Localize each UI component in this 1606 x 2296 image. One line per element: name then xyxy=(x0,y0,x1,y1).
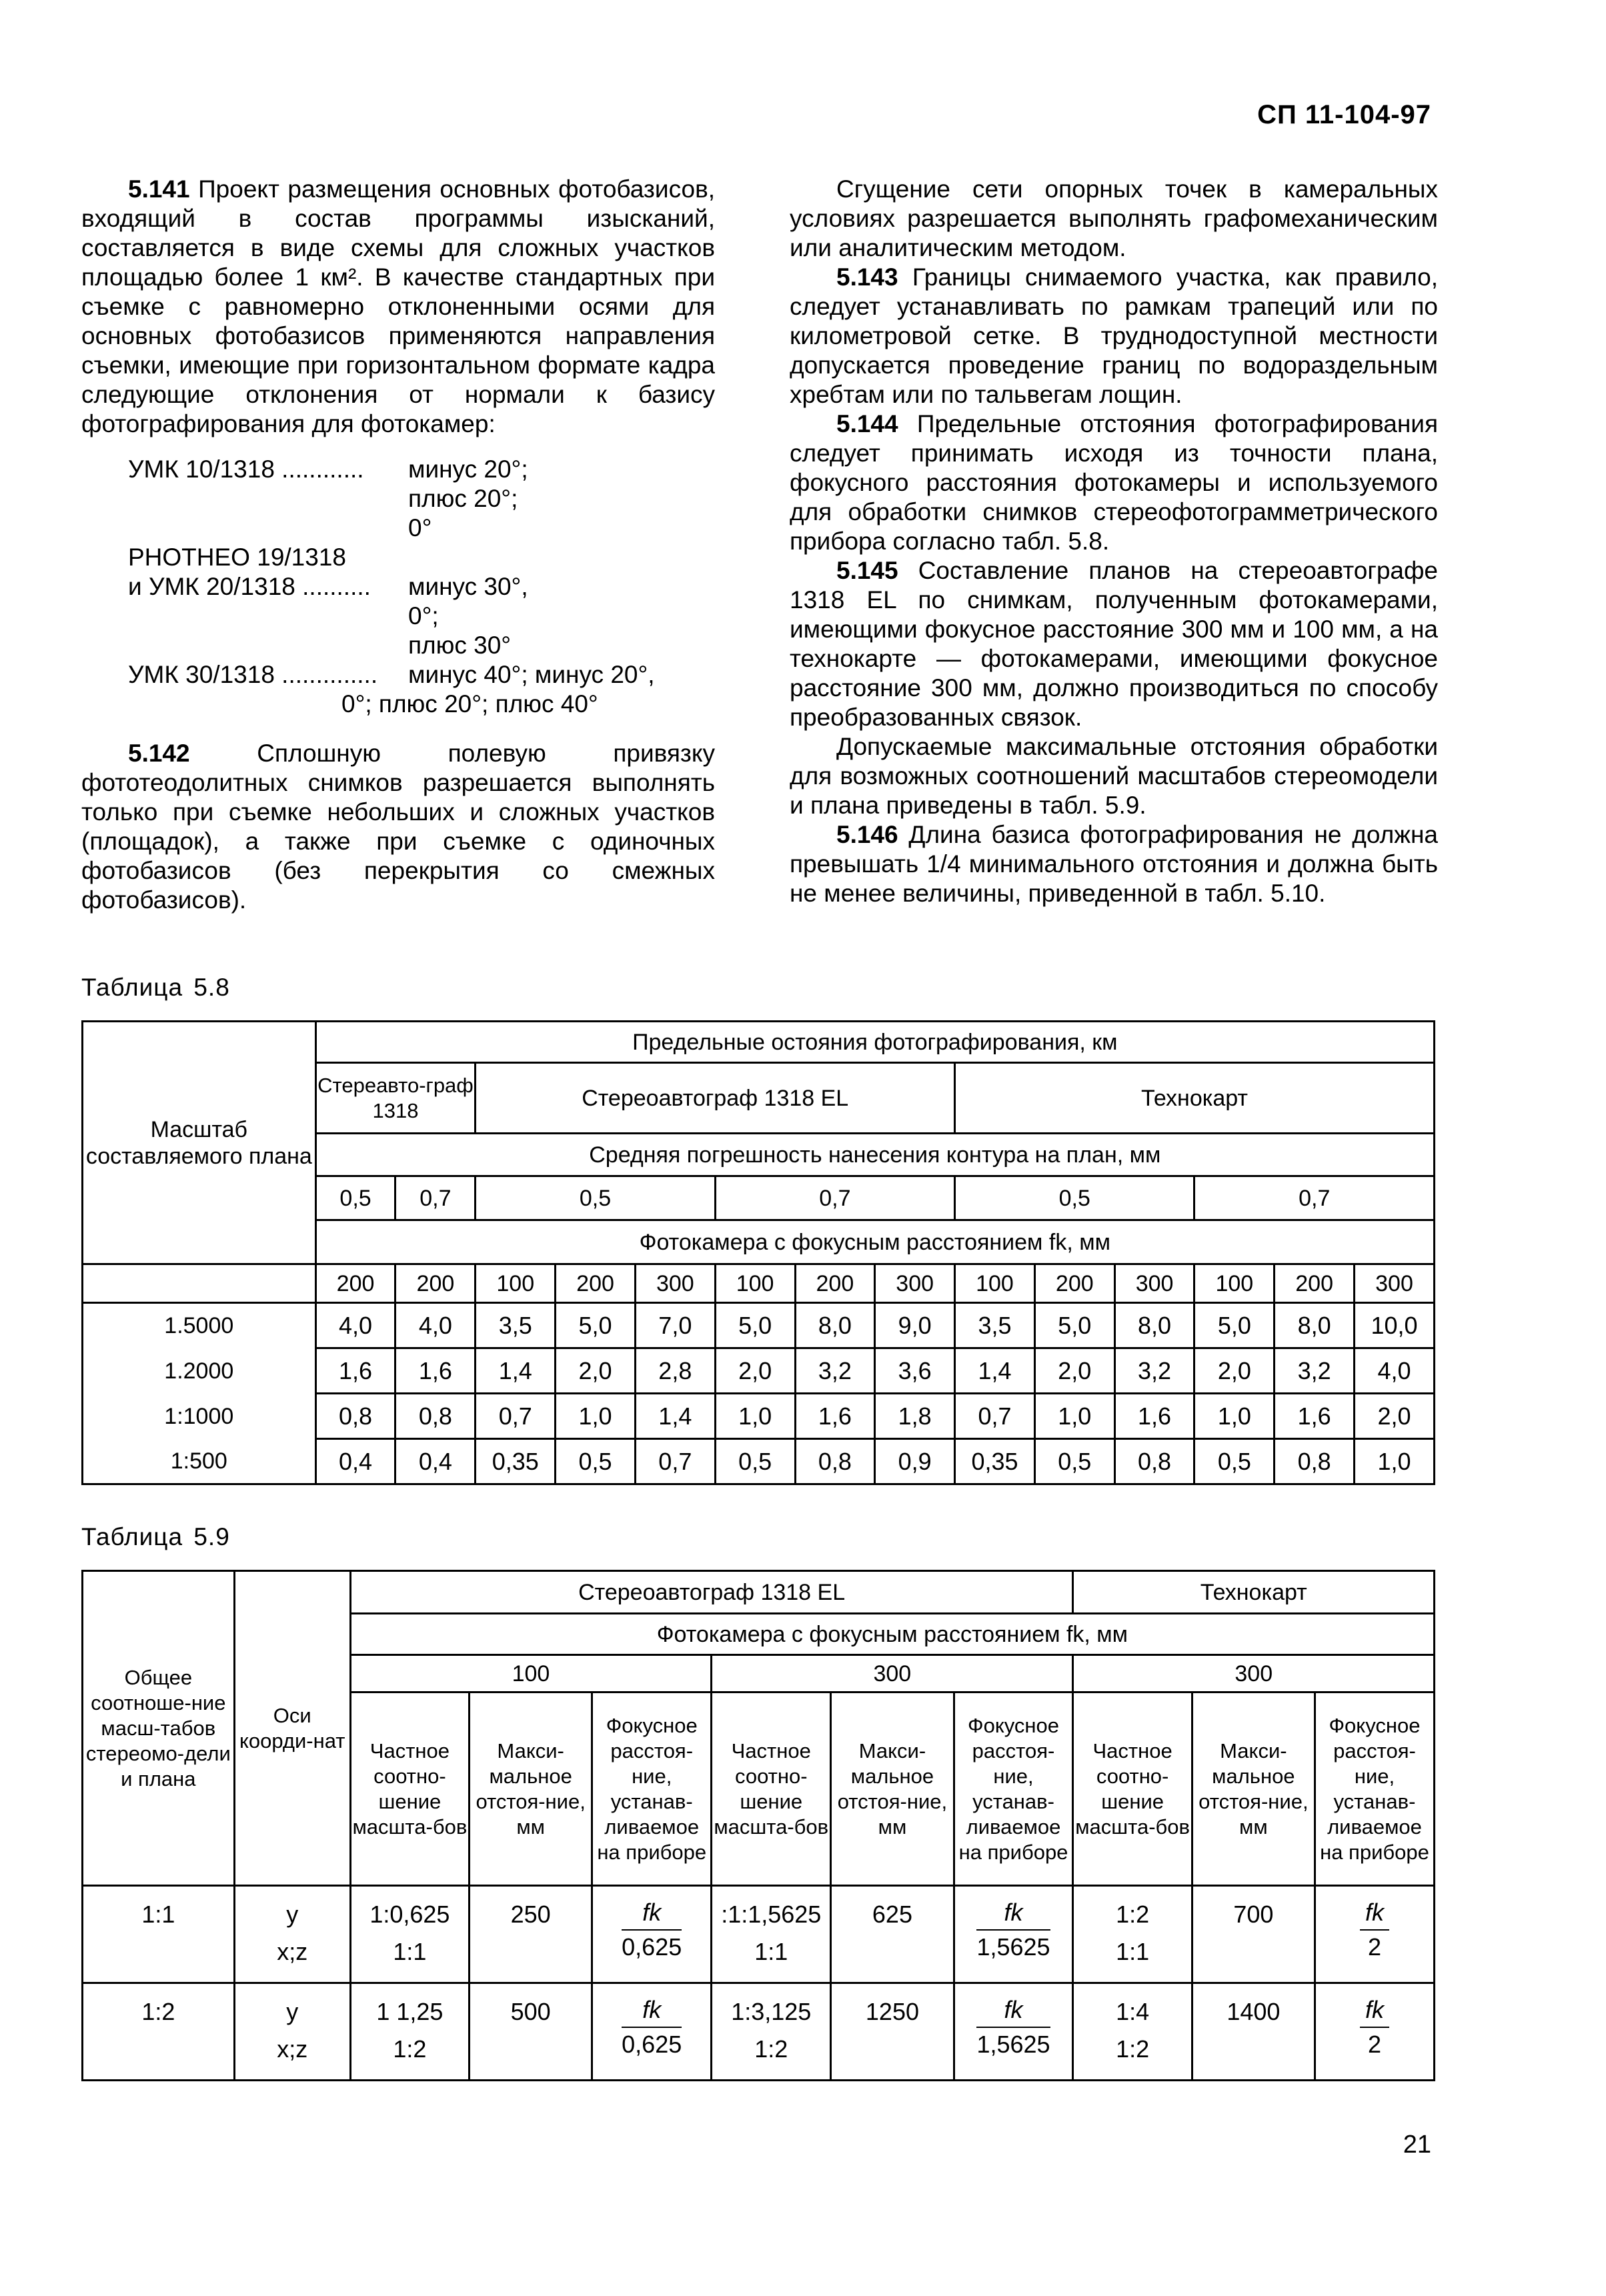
partial-ratio-cell xyxy=(1073,1886,1192,1983)
max-distance-value: 250 xyxy=(510,1901,551,1928)
value-cell: 1,4 xyxy=(955,1348,1035,1394)
focal-setting-cell xyxy=(954,1983,1073,2081)
value-cell: 1,6 xyxy=(315,1348,395,1394)
value-cell: 0,8 xyxy=(1275,1439,1355,1484)
table-row xyxy=(83,1348,1435,1394)
clause-text: Проект размещения основных фотобазисов, входящий в состав программы изысканий, составляется в виде схемы для сложных участков площадью более 1 км². В качестве стандартных при съемке с равномерно отклоненными осями для основных фотобазисов применяются направления съемки, имеющие при горизонтальном формате кадра следующие отклонения от нормали к базису фотографирования для фотокамер: xyxy=(81,175,715,437)
value-cell: 0,35 xyxy=(476,1439,556,1484)
header-technokart: Технокарт xyxy=(955,1063,1435,1134)
partial-ratio-value: 1:1 xyxy=(754,1938,788,1965)
header-ratio: Общее соотноше-ние масш-табов стереомо-дели и плана xyxy=(83,1571,235,1886)
value-cell: 0,7 xyxy=(955,1394,1035,1439)
camera-name: и УМК 20/1318 .......... xyxy=(128,573,371,600)
header-camera: Фотокамера с фокусным расстоянием fk, мм xyxy=(315,1220,1434,1264)
value-cell: 3,2 xyxy=(1275,1348,1355,1394)
header-stereoautograph-el: Стереоавтограф 1318 EL xyxy=(476,1063,955,1134)
value-cell: 2,0 xyxy=(1355,1394,1435,1439)
header-camera: Фотокамера с фокусным расстоянием fk, мм xyxy=(350,1614,1434,1655)
camera-angle: минус 20°; xyxy=(408,455,528,483)
header-max-distance: Макси-мальное отстоя-ние, мм xyxy=(1192,1692,1315,1886)
camera-angle: плюс 20°; xyxy=(408,485,518,512)
partial-ratio-value: :1:1,5625 xyxy=(721,1901,822,1928)
clause-text: Составление планов на стереоавтографе 1318 EL по снимкам, полученным фотокамерами, имеющими фокусное расстояние 300 мм и 100 мм, а на технокарте — фотокамерами, имеющими фокусное расстояние 300 мм, должно производиться по способу преобразованных связок. xyxy=(790,557,1438,731)
value-cell: 0,8 xyxy=(315,1394,395,1439)
clause-number: 5.141 xyxy=(128,175,190,203)
value-cell: 9,0 xyxy=(875,1303,955,1348)
focal-cell: 300 xyxy=(1114,1264,1194,1303)
value-cell: 4,0 xyxy=(315,1303,395,1348)
caption-number: 5.8 xyxy=(193,974,230,1001)
value-cell: 0,4 xyxy=(395,1439,476,1484)
table-row xyxy=(83,1394,1435,1439)
clause-text: Границы снимаемого участка, как правило, следует устанавливать по рамкам трапеций или по километровой сетке. В труднодоступной местности допускается проведение границ по водораздельным хребтам или по тальвегам лощин. xyxy=(790,263,1438,408)
header-partial-ratio: Частное соотно-шение масшта-бов xyxy=(1073,1692,1192,1886)
scale-cell: 1.2000 xyxy=(83,1348,316,1394)
camera-name: УМК 30/1318 .............. xyxy=(128,661,378,688)
value-cell: 1,6 xyxy=(395,1348,476,1394)
focal-fraction xyxy=(1360,1896,1389,1964)
table-row xyxy=(83,1886,1435,1983)
camera-angle: минус 40°; минус 20°, xyxy=(408,661,655,688)
table-5-8-caption xyxy=(81,974,230,1002)
partial-ratio-value: 1:2 xyxy=(393,2035,427,2063)
partial-ratio-cell xyxy=(350,1886,469,1983)
paragraph-5-144 xyxy=(790,409,1438,556)
value-cell: 0,5 xyxy=(1034,1439,1114,1484)
focal-cell: 100 xyxy=(955,1264,1035,1303)
page-number: 21 xyxy=(1403,2131,1431,2159)
focal-setting-cell xyxy=(1315,1983,1434,2081)
ratio-cell xyxy=(83,1983,235,2081)
focal-cell: 300 xyxy=(1355,1264,1435,1303)
header-technokart: Технокарт xyxy=(1073,1571,1435,1614)
value-cell: 2,0 xyxy=(1034,1348,1114,1394)
paragraph-5-145 xyxy=(790,556,1438,732)
fraction-numerator: fk xyxy=(976,1896,1050,1931)
value-cell: 1,6 xyxy=(795,1394,875,1439)
table-5-9 xyxy=(81,1570,1435,2081)
error-cell: 0,7 xyxy=(395,1176,476,1220)
scale-cell: 1:500 xyxy=(83,1439,316,1484)
fraction-numerator: fk xyxy=(1360,1993,1389,2028)
clause-text: Предельные отстояния фотографирования следует принимать исходя из точности плана, фокусного расстояния фотокамеры и используемого для обработки снимков стереофотограмметрического прибора согласно табл. 5.8. xyxy=(790,410,1438,555)
header-focal-setting: Фокусное расстоя-ние, устанав-ливаемое на приборе xyxy=(954,1692,1073,1886)
focal-cell: 300 xyxy=(635,1264,715,1303)
header-partial-ratio: Частное соотно-шение масшта-бов xyxy=(350,1692,469,1886)
max-distance-value: 500 xyxy=(510,1998,551,2025)
max-distance-value: 1400 xyxy=(1227,1998,1281,2025)
value-cell: 2,0 xyxy=(1194,1348,1275,1394)
header-axes: Оси коорди-нат xyxy=(234,1571,350,1886)
max-distance-value: 625 xyxy=(872,1901,912,1928)
max-distance-cell xyxy=(831,1983,954,2081)
value-cell: 0,5 xyxy=(1194,1439,1275,1484)
value-cell: 0,8 xyxy=(395,1394,476,1439)
document-code: СП 11-104-97 xyxy=(1257,100,1431,129)
max-distance-cell xyxy=(470,1886,592,1983)
axis-label: x;z xyxy=(277,1938,308,1965)
partial-ratio-cell xyxy=(1073,1983,1192,2081)
value-cell: 1,4 xyxy=(476,1348,556,1394)
focal-cell: 100 xyxy=(1194,1264,1275,1303)
focal-setting-cell xyxy=(954,1886,1073,1983)
header-scale: Масштаб составляемого плана xyxy=(83,1022,316,1264)
partial-ratio-cell xyxy=(350,1983,469,2081)
value-cell: 2,0 xyxy=(556,1348,636,1394)
value-cell: 0,7 xyxy=(635,1439,715,1484)
clause-number: 5.142 xyxy=(128,740,190,767)
table-5-8 xyxy=(81,1020,1435,1485)
value-cell: 2,8 xyxy=(635,1348,715,1394)
fraction-numerator: fk xyxy=(622,1993,682,2028)
value-cell: 1,4 xyxy=(635,1394,715,1439)
camera-angle: 0°; xyxy=(408,602,439,630)
partial-ratio-value: 1:4 xyxy=(1116,1998,1150,2025)
header-focal-setting: Фокусное расстоя-ние, устанав-ливаемое на приборе xyxy=(592,1692,712,1886)
clause-number: 5.145 xyxy=(836,557,898,584)
clause-text: Длина базиса фотографирования не должна превышать 1/4 минимального отстояния и должна быть не менее величины, приведенной в табл. 5.10. xyxy=(790,821,1438,907)
focal-cell: 200 xyxy=(1275,1264,1355,1303)
value-cell: 0,4 xyxy=(315,1439,395,1484)
focal-cell: 100 xyxy=(715,1264,795,1303)
value-cell: 1,0 xyxy=(1355,1439,1435,1484)
value-cell: 8,0 xyxy=(795,1303,875,1348)
paragraph-allowed: Допускаемые максимальные отстояния обработки для возможных соотношений масштабов стереомодели и плана приведены в табл. 5.9. xyxy=(790,733,1438,819)
value-cell: 8,0 xyxy=(1114,1303,1194,1348)
error-cell: 0,7 xyxy=(715,1176,954,1220)
fraction-denominator: 0,625 xyxy=(622,1933,682,1961)
paragraph-5-141 xyxy=(81,175,715,439)
fraction-denominator: 1,5625 xyxy=(976,1933,1050,1961)
focal-cell: 200 xyxy=(315,1264,395,1303)
value-cell: 10,0 xyxy=(1355,1303,1435,1348)
value-cell: 3,5 xyxy=(955,1303,1035,1348)
clause-text: Сплошную полевую привязку фототеодолитных снимков разрешается выполнять только при съемке небольших и сложных участков (площадок), а также при съемке с одиночных фотобазисов (без перекрытия со смежных фотобазисов). xyxy=(81,740,715,914)
value-cell: 0,5 xyxy=(715,1439,795,1484)
value-cell: 1,6 xyxy=(1114,1394,1194,1439)
clause-number: 5.144 xyxy=(836,410,898,437)
table-row xyxy=(83,1983,1435,2081)
value-cell: 1,8 xyxy=(875,1394,955,1439)
camera-angle: 0°; плюс 20°; плюс 40° xyxy=(341,690,598,718)
value-cell: 0,9 xyxy=(875,1439,955,1484)
max-distance-cell xyxy=(1192,1886,1315,1983)
axis-label: y xyxy=(286,1901,299,1928)
partial-ratio-value: 1:2 xyxy=(1116,1901,1150,1928)
header-max-distance: Макси-мальное отстоя-ние, мм xyxy=(831,1692,954,1886)
camera-name: УМК 10/1318 ............ xyxy=(128,455,364,483)
value-cell: 3,6 xyxy=(875,1348,955,1394)
header-focal-setting: Фокусное расстоя-ние, устанав-ливаемое на приборе xyxy=(1315,1692,1434,1886)
fraction-numerator: fk xyxy=(1360,1896,1389,1931)
partial-ratio-value: 1:2 xyxy=(1116,2035,1150,2063)
camera-angle: 0° xyxy=(408,514,432,541)
value-cell: 1,0 xyxy=(1034,1394,1114,1439)
partial-ratio-value: 1:1 xyxy=(1116,1938,1150,1965)
fraction-denominator: 2 xyxy=(1367,2031,1381,2058)
header-stereoautograph: Стереавто-граф 1318 xyxy=(315,1063,476,1134)
value-cell: 8,0 xyxy=(1275,1303,1355,1348)
error-cell: 0,5 xyxy=(315,1176,395,1220)
value-cell: 0,8 xyxy=(1114,1439,1194,1484)
value-cell: 3,2 xyxy=(1114,1348,1194,1394)
max-distance-cell xyxy=(831,1886,954,1983)
table-row xyxy=(83,1303,1435,1348)
clause-number: 5.143 xyxy=(836,263,898,291)
focal-cell: 200 xyxy=(556,1264,636,1303)
max-distance-cell xyxy=(1192,1983,1315,2081)
axes-cell xyxy=(234,1983,350,2081)
focal-300: 300 xyxy=(712,1655,1073,1692)
value-cell: 1,0 xyxy=(556,1394,636,1439)
partial-ratio-cell xyxy=(712,1886,831,1983)
focal-fraction xyxy=(1360,1993,1389,2061)
value-cell: 5,0 xyxy=(1194,1303,1275,1348)
focal-fraction xyxy=(622,1896,682,1964)
header-max-distance: Макси-мальное отстоя-ние, мм xyxy=(470,1692,592,1886)
value-cell: 5,0 xyxy=(715,1303,795,1348)
fraction-denominator: 2 xyxy=(1367,1933,1381,1961)
partial-ratio-value: 1:1 xyxy=(393,1938,427,1965)
paragraph-5-146 xyxy=(790,820,1438,908)
partial-ratio-value: 1:2 xyxy=(754,2035,788,2063)
value-cell: 0,8 xyxy=(795,1439,875,1484)
axis-label: y xyxy=(286,1998,299,2025)
value-cell: 3,5 xyxy=(476,1303,556,1348)
value-cell: 4,0 xyxy=(395,1303,476,1348)
ratio-value: 1:1 xyxy=(141,1901,175,1928)
caption-word: Таблица xyxy=(81,1523,183,1550)
camera-deviation-list xyxy=(128,455,715,719)
paragraph-5-143 xyxy=(790,263,1438,409)
focal-cell: 200 xyxy=(795,1264,875,1303)
header-partial-ratio: Частное соотно-шение масшта-бов xyxy=(712,1692,831,1886)
header-main: Предельные остояния фотографирования, км xyxy=(315,1022,1434,1063)
header-stereoautograph-el: Стереоавтограф 1318 EL xyxy=(350,1571,1073,1614)
partial-ratio-value: 1 1,25 xyxy=(376,1998,444,2025)
value-cell: 5,0 xyxy=(556,1303,636,1348)
camera-name: PHOTHEO 19/1318 xyxy=(128,543,346,571)
max-distance-value: 700 xyxy=(1233,1901,1274,1928)
camera-angle: плюс 30° xyxy=(408,632,512,659)
focal-fraction xyxy=(976,1993,1050,2061)
focal-300-technokart: 300 xyxy=(1073,1655,1435,1692)
max-distance-value: 1250 xyxy=(865,1998,919,2025)
ratio-value: 1:2 xyxy=(141,1998,175,2025)
focal-cell: 200 xyxy=(1034,1264,1114,1303)
value-cell: 1,6 xyxy=(1275,1394,1355,1439)
ratio-cell xyxy=(83,1886,235,1983)
table-5-9-caption xyxy=(81,1523,230,1551)
error-cell: 0,5 xyxy=(955,1176,1194,1220)
fraction-denominator: 1,5625 xyxy=(976,2031,1050,2058)
partial-ratio-cell xyxy=(712,1983,831,2081)
header-error: Средняя погрешность нанесения контура на план, мм xyxy=(315,1134,1434,1176)
value-cell: 7,0 xyxy=(635,1303,715,1348)
error-cell: 0,7 xyxy=(1194,1176,1435,1220)
value-cell: 0,5 xyxy=(556,1439,636,1484)
scale-cell: 1.5000 xyxy=(83,1303,316,1348)
paragraph-5-142 xyxy=(81,739,715,915)
focal-setting-cell xyxy=(592,1983,712,2081)
value-cell: 1,0 xyxy=(1194,1394,1275,1439)
caption-number: 5.9 xyxy=(193,1523,230,1550)
table-row xyxy=(83,1439,1435,1484)
focal-fraction xyxy=(976,1896,1050,1964)
max-distance-cell xyxy=(470,1983,592,2081)
paragraph-intro: Сгущение сети опорных точек в камеральных условиях разрешается выполнять графомеханическим или аналитическим методом. xyxy=(790,175,1438,261)
right-column xyxy=(790,175,1438,908)
clause-number: 5.146 xyxy=(836,821,898,848)
value-cell: 0,7 xyxy=(476,1394,556,1439)
axes-cell xyxy=(234,1886,350,1983)
axis-label: x;z xyxy=(277,2035,308,2063)
focal-fraction xyxy=(622,1993,682,2061)
value-cell: 5,0 xyxy=(1034,1303,1114,1348)
left-column xyxy=(81,175,715,915)
focal-setting-cell xyxy=(1315,1886,1434,1983)
error-cell: 0,5 xyxy=(476,1176,715,1220)
fraction-numerator: fk xyxy=(622,1896,682,1931)
scale-cell: 1:1000 xyxy=(83,1394,316,1439)
camera-angle: минус 30°, xyxy=(408,573,528,600)
caption-word: Таблица xyxy=(81,974,183,1001)
focal-100: 100 xyxy=(350,1655,711,1692)
focal-cell: 300 xyxy=(875,1264,955,1303)
value-cell: 0,35 xyxy=(955,1439,1035,1484)
value-cell: 4,0 xyxy=(1355,1348,1435,1394)
value-cell: 1,0 xyxy=(715,1394,795,1439)
focal-setting-cell xyxy=(592,1886,712,1983)
empty-cell xyxy=(83,1264,316,1303)
focal-cell: 200 xyxy=(395,1264,476,1303)
value-cell: 3,2 xyxy=(795,1348,875,1394)
fraction-numerator: fk xyxy=(976,1993,1050,2028)
value-cell: 2,0 xyxy=(715,1348,795,1394)
partial-ratio-value: 1:3,125 xyxy=(731,1998,812,2025)
fraction-denominator: 0,625 xyxy=(622,2031,682,2058)
partial-ratio-value: 1:0,625 xyxy=(369,1901,450,1928)
focal-cell: 100 xyxy=(476,1264,556,1303)
